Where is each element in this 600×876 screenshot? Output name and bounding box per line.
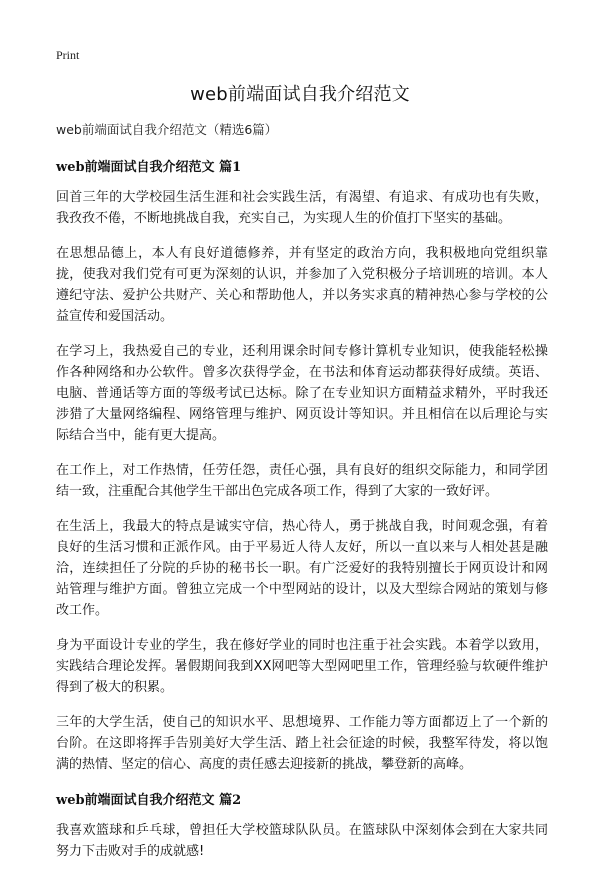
paragraph: 在工作上，对工作热情，任劳任怨，责任心强，具有良好的组织交际能力，和同学团结一致，注重配合其他学生干部出色完成各项工作，得到了大家的一致好评。 bbox=[56, 463, 548, 499]
paragraph: 在思想品德上，本人有良好道德修养，并有坚定的政治方向，我积极地向党组织靠拢，使我对我们党有可更为深刻的认识，并参加了入党积极分子培训班的培训。本人遵纪守法、爱护公共财产、关心和帮助他人，并以务实求真的精神热心参与学校的公益宣传和爱国活动。 bbox=[56, 246, 548, 324]
paragraph: 身为平面设计专业的学生，我在修好学业的同时也注重于社会实践。本着学以致用，实践结合理论发挥。暑假期间我到XX网吧等大型网吧里工作，管理经验与软硬件维护得到了极大的积累。 bbox=[56, 638, 548, 695]
paragraph: 在学习上，我热爱自己的专业，还利用课余时间专修计算机专业知识，使我能轻松操作各种网络和办公软件。曾多次获得学金，在书法和体育运动都获得好成绩。英语、电脑、普通话等方面的等级考试已达标。除了在专业知识方面精益求精外，平时我还涉猎了大量网络编程、网络管理与维护、网页设计等知识。并且相信在以后理论与实际结合当中，能有更大提高。 bbox=[56, 344, 548, 443]
section-heading: web前端面试自我介绍范文 篇1 bbox=[56, 160, 242, 175]
section-1 bbox=[56, 156, 548, 775]
document-subtitle: web前端面试自我介绍范文（精选6篇） bbox=[56, 122, 278, 137]
section-heading: web前端面试自我介绍范文 篇2 bbox=[56, 793, 242, 808]
print-link[interactable]: Print bbox=[56, 48, 80, 62]
section-2 bbox=[56, 789, 548, 862]
paragraph: 回首三年的大学校园生活生涯和社会实践生活，有渴望、有追求、有成功也有失败，我孜孜不倦，不断地挑战自我，充实自己，为实现人生的价值打下坚实的基础。 bbox=[56, 190, 548, 226]
paragraph: 三年的大学生活，使自己的知识水平、思想境界、工作能力等方面都迈上了一个新的台阶。在这即将挥手告别美好大学生活、踏上社会征途的时候，我整军待发，将以饱满的热情、坚定的信心、高度的责任感去迎接新的挑战，攀登新的高峰。 bbox=[56, 715, 548, 772]
paragraph: 我喜欢篮球和乒乓球，曾担任大学校篮球队队员。在篮球队中深刻体会到在大家共同努力下击败对手的成就感! bbox=[56, 823, 548, 859]
paragraph: 在生活上，我最大的特点是诚实守信，热心待人，勇于挑战自我，时间观念强，有着良好的生活习惯和正派作风。由于平易近人待人友好，所以一直以来与人相处甚是融洽，连续担任了分院的乒协的秘书长一职。有广泛爱好的我特别擅长于网页设计和网站管理与维护方面。曾独立完成一个中型网站的设计，以及大型综合网站的策划与修改工作。 bbox=[56, 519, 548, 618]
document-title: web前端面试自我介绍范文 bbox=[190, 84, 410, 105]
document-body bbox=[56, 146, 548, 876]
